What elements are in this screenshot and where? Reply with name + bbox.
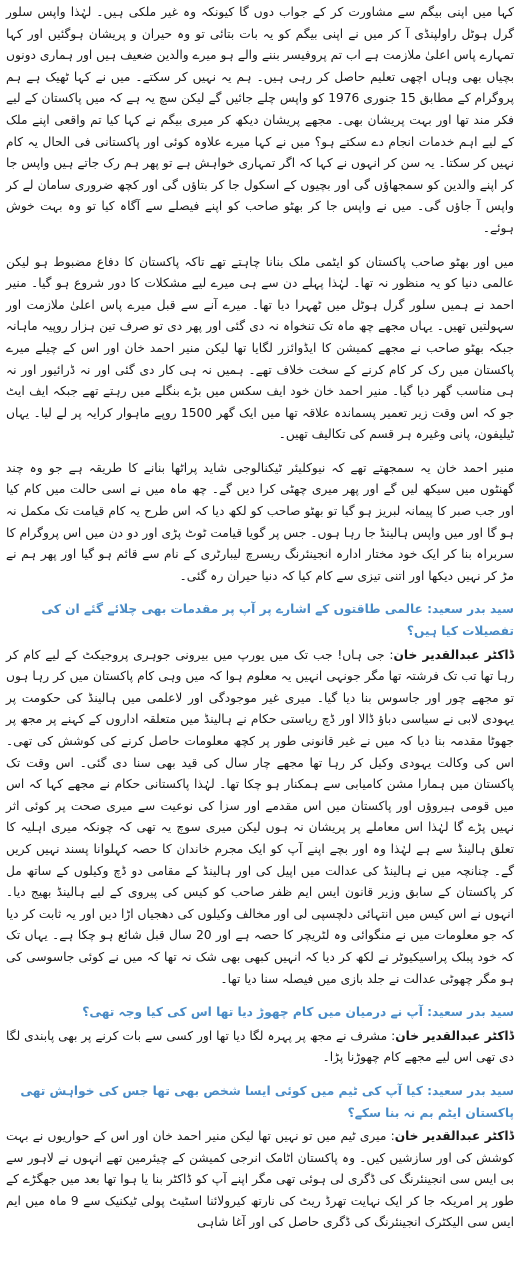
- interview-question-leaving-work: سید بدر سعید: آپ نے درمیان میں کام چھوڑ دیا تھا اس کی کیا وجہ تھی؟: [82, 1005, 514, 1020]
- question-speaker: سید بدر سعید: [432, 1083, 514, 1098]
- answer-speaker: ڈاکٹر عبدالقدیر خان: [393, 647, 515, 662]
- answer-speaker: ڈاکٹر عبدالقدیر خان: [395, 1028, 515, 1043]
- answer-lawsuits: ڈاکٹر عبدالقدیر خان: جی ہاں! جب تک میں یورپ میں بیرونی جوہری پروجیکٹ کے لیے کام کر رہا تھا تب تک فرشتہ تھا مگر جونہی انہیں یہ معلوم ہوا کہ میں وہی کام پاکستان میں کر رہا ہوں تو مجھے چور اور جاسوس بنا دیا گیا۔ میری غیر موجودگی اور لاعلمی میں ہالینڈ کی حکومت پر یہودی لابی نے سیاسی دباؤ ڈالا اور ڈچ ریاستی حکام نے ہالینڈ میں متعلقہ اداروں کے کہنے پر مجھ پر جھوٹا مقدمہ بنا دیا کہ میں نے غیر قانونی طور پر کچھ معلومات حاصل کرنے کی کوشش کی تھی۔ اس کی وکالت یہودی وکیل کر رہا تھا مجھے چار سال کی قید بھی سنا دی گئی۔ اس وقت تک پاکستان میں ہمارا مشن کامیابی سے ہمکنار ہو چکا تھا۔ لہٰذا پاکستانی حکام نے مجھے کہا کہ اس میں قومی ہیروؤں اور پاکستان میں اس مقدمے اور سزا کی نوعیت سے میری صحت پر کوئی اثر نہیں پڑے گا لہٰذا اس معاملے پر پریشان نہ ہوں لیکن میری سوچ یہ تھی کہ چونکہ میری اہلیہ کا تعلق ہالینڈ سے ہے لہٰذا وہ اور بچے اپنے آپ کو ایک مجرم خاندان کا حصہ کہلوانا پسند نہیں کریں گے۔ چنانچہ میں نے ہالینڈ کی عدالت میں اپیل کی اور ہالینڈ کے مقامی دو ڈچ وکیلوں کے ساتھ مل کر پاکستان کے سابق وزیر قانون ایس ایم ظفر صاحب کو کیس کی پیروی کے لیے ہالینڈ بھیج دیا۔ انہوں نے اس کیس میں انتہائی دلچسپی لی اور مخالف وکیلوں کی دھجیاں اڑا دیں اور یہ ثابت کر دیا کہ جو معلومات میں نے منگوائی وہ لٹریچر کا حصہ ہے اور 20 سال قبل شائع ہو چکا ہے۔ یہاں تک کہ خود پبلک پراسیکیوٹر نے لکھ کر دیا کہ انہیں کبھی بھی شک نہ تھا کہ میں نے کوئی جاسوسی کی ہو مگر چھوٹی عدالت نے جلد بازی میں فیصلہ سنا دیا تھا۔: [6, 647, 515, 986]
- answer-text: مشرف نے مجھ پر پہرہ لگا دیا تھا اور کسی سے بات کرنے پر بھی پابندی لگا دی تھی اس لیے مجھے کام چھوڑنا پڑا۔: [6, 1028, 514, 1065]
- interview-question-team-opposition: سید بدر سعید: کیا آپ کی ٹیم میں کوئی ایسا شخص بھی تھا جس کی خواہش تھی پاکستان ایٹم بم نہ بنا سکے؟: [20, 1083, 514, 1120]
- interview-question-lawsuits: سید بدر سعید: عالمی طاقتوں کے اشارے پر آپ پر مقدمات بھی چلائے گئے ان کی تفصیلات کیا ہیں؟: [41, 602, 514, 639]
- question-text: آپ نے درمیان میں کام چھوڑ دیا تھا اس کی کیا وجہ تھی؟: [82, 1005, 423, 1020]
- answer-text: جی ہاں! جب تک میں یورپ میں بیرونی جوہری پروجیکٹ کے لیے کام کر رہا تھا تب تک فرشتہ تھا مگر جونہی انہیں یہ معلوم ہوا کہ میں وہی کام پاکستان میں کر رہا ہوں تو مجھے چور اور جاسوس بنا دیا گیا۔ میری غیر موجودگی اور لاعلمی میں ہالینڈ کی حکومت پر یہودی لابی نے سیاسی دباؤ ڈالا اور ڈچ ریاستی حکام نے ہالینڈ میں متعلقہ اداروں کے کہنے پر مجھ پر جھوٹا مقدمہ بنا دیا کہ میں نے غیر قانونی طور پر کچھ معلومات حاصل کرنے کی کوشش کی تھی۔ اس کی وکالت یہودی وکیل کر رہا تھا مجھے چار سال کی قید بھی سنا دی گئی۔ اس وقت تک پاکستان میں ہمارا مشن کامیابی سے ہمکنار ہو چکا تھا۔ لہٰذا پاکستانی حکام نے مجھے کہا کہ اس میں قومی ہیروؤں اور پاکستان میں اس مقدمے اور سزا کی نوعیت سے میری صحت پر کوئی اثر نہیں پڑے گا لہٰذا اس معاملے پر پریشان نہ ہوں لیکن میری سوچ یہ تھی کہ چونکہ میری اہلیہ کا تعلق ہالینڈ سے ہے لہٰذا وہ اور بچے اپنے آپ کو ایک مجرم خاندان کا حصہ کہلوانا پسند نہیں کریں گے۔ چنانچہ میں نے ہالینڈ کی عدالت میں اپیل کی اور ہالینڈ کے مقامی دو ڈچ وکیلوں کے ساتھ مل کر پاکستان کے سابق وزیر قانون ایس ایم ظفر صاحب کو کیس کی پیروی کے لیے ہالینڈ بھیج دیا۔ انہوں نے اس کیس میں انتہائی دلچسپی لی اور مخالف وکیلوں کی دھجیاں اڑا دیں اور یہ ثابت کر دیا کہ جو معلومات میں نے منگوائی وہ لٹریچر کا حصہ ہے اور 20 سال قبل شائع ہو چکا ہے۔ یہاں تک کہ خود پبلک پراسیکیوٹر نے لکھ کر دیا کہ انہیں کبھی بھی شک نہ تھا کہ میں نے کوئی جاسوسی کی ہو مگر چھوٹی عدالت نے جلد بازی میں فیصلہ سنا دیا تھا۔: [6, 647, 514, 986]
- question-speaker: سید بدر سعید: [432, 1005, 514, 1020]
- answer-leaving-work: ڈاکٹر عبدالقدیر خان: مشرف نے مجھ پر پہرہ لگا دیا تھا اور کسی سے بات کرنے پر بھی پابندی لگا دی تھی اس لیے مجھے کام چھوڑنا پڑا۔: [6, 1028, 515, 1065]
- question-text: عالمی طاقتوں کے اشارے پر آپ پر مقدمات بھی چلائے گئے ان کی تفصیلات کیا ہیں؟: [41, 602, 514, 639]
- paragraph-early-difficulties: میں اور بھٹو صاحب پاکستان کو ایٹمی ملک بنانا چاہتے تھے تاکہ پاکستان کا دفاع مضبوط ہو لیکن عالمی دنیا کو یہ منظور نہ تھا۔ لہٰذا پہلے دن سے ہی میرے لیے مشکلات کا دور شروع ہو گیا۔ منیر احمد نے ہمیں سلور گرل ہوٹل میں ٹھہرا دیا تھا۔ میرے آنے سے قبل میرے پاس اعلیٰ ملازمت اور سہولتیں تھیں۔ یہاں مجھے چھ ماہ تک تنخواہ نہ دی گئی اور پھر دی تو صرف تین ہزار روپیہ ماہانہ جبکہ بھٹو صاحب نے مجھے کمیشن کا ایڈوائزر لگایا تھا لیکن منیر احمد خان اور اس کے چیلے میرے پاکستان میں رک کر کام کرنے کے سخت خلاف تھے۔ ہمیں نہ ہی کار دی گئی اور نہ ڈرائیور اور نہ ہی مناسب گھر دیا گیا۔ منیر احمد خان خود ایف سکس میں بڑے بنگلے میں رہتے تھے جبکہ ایف ایٹ جو کہ اس وقت زیر تعمیر پسماندہ علاقہ تھا میں ایک گھر 1500 روپے ماہوار کرایہ پر لے لیا۔ یہاں ٹیلیفون، پانی وغیرہ ہر قسم کی تکالیف تھیں۔: [6, 254, 514, 442]
- question-speaker: سید بدر سعید: [432, 602, 514, 617]
- answer-team-opposition: ڈاکٹر عبدالقدیر خان: میری ٹیم میں تو نہیں تھا لیکن منیر احمد خان اور اس کے حواریوں نے بہت کوشش کی اور سازشیں کیں۔ وہ پاکستان اٹامک انرجی کمیشن کے چیئرمین تھے انہوں نے لاہور سے بی ایس سی انجینئرنگ کی ڈگری لی ہوئی تھی مگر اپنے آپ کو ڈاکٹر بنا یا ہوا تھا بعد میں جھگڑے کے طور پر امریکہ جا کر ایک نہایت تھرڈ ریٹ کی نارتھ کیرولائنا اسٹیٹ پولی ٹیکنیک سے 9 ماہ میں ایم ایس سی الیکٹرک انجینئرنگ کی ڈگری حاصل کی اور آغا شاہی: [6, 1129, 514, 1230]
- paragraph-laboratory-founding: منیر احمد خان یہ سمجھتے تھے کہ نیوکلیئر ٹیکنالوجی شاید پراٹھا بنانے کا طریقہ ہے جو وہ چند گھنٹوں میں سیکھ لیں گے اور پھر میری چھٹی کرا دیں گے۔ چھ ماہ میں نے اسی حالت میں کام کیا اور جب صبر کا پیمانہ لبریز ہو گیا تو بھٹو صاحب کو لکھ دیا کہ اس طرح یہ کام قیامت تک مکمل نہ ہو گا اور میں واپس ہالینڈ جا رہا ہوں۔ جس پر گویا قیامت ٹوٹ پڑی اور دو دن میں اس پروگرام کا سربراہ بنا کر ایک خود مختار ادارہ انجینئرنگ ریسرچ لیبارٹری کے نام سے قائم ہو گیا اور پھر ہم نے مڑ کر نہیں دیکھا اور اتنی تیزی سے کام کیا کہ دنیا حیران رہ گئی۔: [6, 460, 514, 583]
- paragraph-wife-consultation: کہا میں اپنی بیگم سے مشاورت کر کے جواب دوں گا کیونکہ وہ غیر ملکی ہیں۔ لہٰذا واپس سلور گرل ہوٹل راولپنڈی آ کر میں نے اپنی بیگم کو یہ بات بتائی تو وہ حیران و پریشان ہوگئیں اور کہا تمہارے پاس اعلیٰ ملازمت ہے اب تم پروفیسر بننے والے ہو میرے والدین ضعیف ہیں اور ہماری دونوں بچیاں بھی وہاں اچھی تعلیم حاصل کر رہی ہیں۔ ہم یہ نہیں کر سکتے۔ میں نے کہا ٹھیک ہے ہم پروگرام کے مطابق 15 جنوری 1976 کو واپس چلے جائیں گے لیکن سچ یہ ہے کہ میں پاکستان کے لیے فکر مند تھا اور بہت پریشان بھی۔ مجھے پریشان دیکھ کر میری بیگم نے کہا کیا تم واقعی اپنے ملک کے لیے اہم خدمات انجام دے سکتے ہو؟ میں نے کہا میرے علاوہ کوئی اور پاکستانی فی الحال یہ کام نہیں کر سکتا۔ یہ سن کر انہوں نے کہا کہ اگر تمہاری خواہش ہے تو پھر ہم رک جاتے ہیں واپس جا کر اپنے والدین کو سمجھاؤں گی اور بچیوں کے اسکول جا کر بتاؤں گی اور کچھ ضروری سامان لے کر واپس آ جاؤں گی۔ میں نے واپس جا کر بھٹو صاحب کو اپنے فیصلے سے آگاہ کیا تو وہ بہت خوش ہوئے۔: [6, 5, 514, 235]
- answer-speaker: ڈاکٹر عبدالقدیر خان: [394, 1129, 514, 1144]
- answer-text: میری ٹیم میں تو نہیں تھا لیکن منیر احمد خان اور اس کے حواریوں نے بہت کوشش کی اور سازشیں کیں۔ وہ پاکستان اٹامک انرجی کمیشن کے چیئرمین تھے انہوں نے لاہور سے بی ایس سی انجینئرنگ کی ڈگری لی ہوئی تھی مگر اپنے آپ کو ڈاکٹر بنا یا ہوا تھا بعد میں جھگڑے کے طور پر امریکہ جا کر ایک نہایت تھرڈ ریٹ کی نارتھ کیرولائنا اسٹیٹ پولی ٹیکنیک سے 9 ماہ میں ایم ایس سی الیکٹرک انجینئرنگ کی ڈگری حاصل کی اور آغا شاہی: [6, 1129, 514, 1230]
- question-text: کیا آپ کی ٹیم میں کوئی ایسا شخص بھی تھا جس کی خواہش تھی پاکستان ایٹم بم نہ بنا سکے؟: [20, 1083, 514, 1120]
